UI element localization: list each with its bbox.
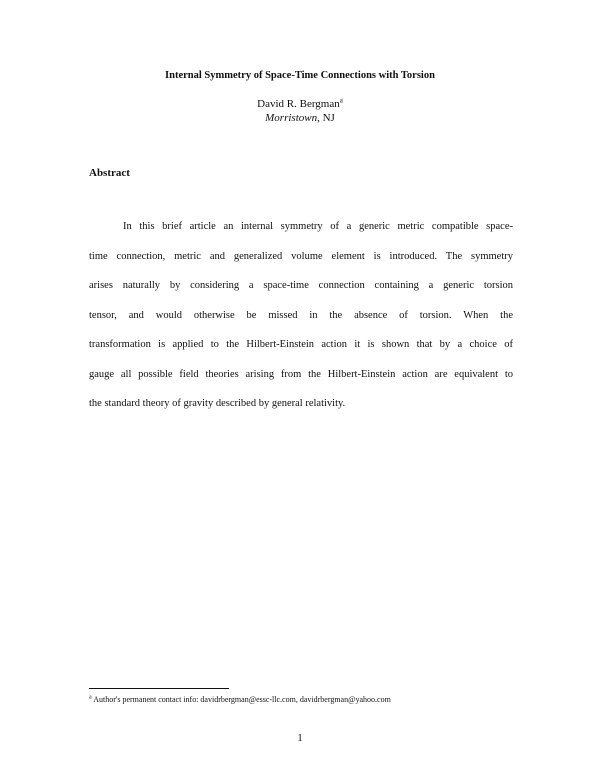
abstract-line: transformation is applied to the Hilbert-Einstein action it is shown that by a choice of — [89, 339, 513, 350]
footnote-text: Author's permanent contact info: davidrbergman@essc-llc.com, davidrbergman@yahoo.com — [91, 695, 391, 704]
page-number: 1 — [297, 732, 303, 744]
author-footnote-marker: a — [339, 96, 343, 105]
abstract-line: arises naturally by considering a space-time connection containing a generic torsion — [89, 280, 513, 291]
abstract-line: gauge all possible field theories arising from the Hilbert-Einstein action are equivalent to — [89, 368, 513, 380]
abstract-line: In this brief article an internal symmetry of a generic metric compatible space- — [123, 221, 513, 232]
abstract-heading: Abstract — [89, 167, 130, 179]
abstract-line: time connection, metric and generalized volume element is introduced. The symmetry — [89, 250, 513, 262]
author-line — [0, 98, 600, 110]
abstract-body — [89, 212, 513, 419]
affiliation-city: Morristown — [265, 112, 318, 124]
abstract-line: tensor, and would otherwise be missed in the absence of torsion. When the — [89, 309, 513, 321]
abstract-line: the standard theory of gravity described by general relativity. — [89, 398, 346, 409]
paper-title: Internal Symmetry of Space-Time Connections with Torsion — [165, 70, 435, 81]
affiliation — [0, 112, 600, 124]
footnote — [89, 695, 391, 704]
author-name: David R. Bergman — [257, 98, 340, 110]
footnote-rule — [89, 688, 229, 689]
footnote-marker: a — [89, 694, 92, 701]
affiliation-state: , NJ — [317, 112, 335, 124]
